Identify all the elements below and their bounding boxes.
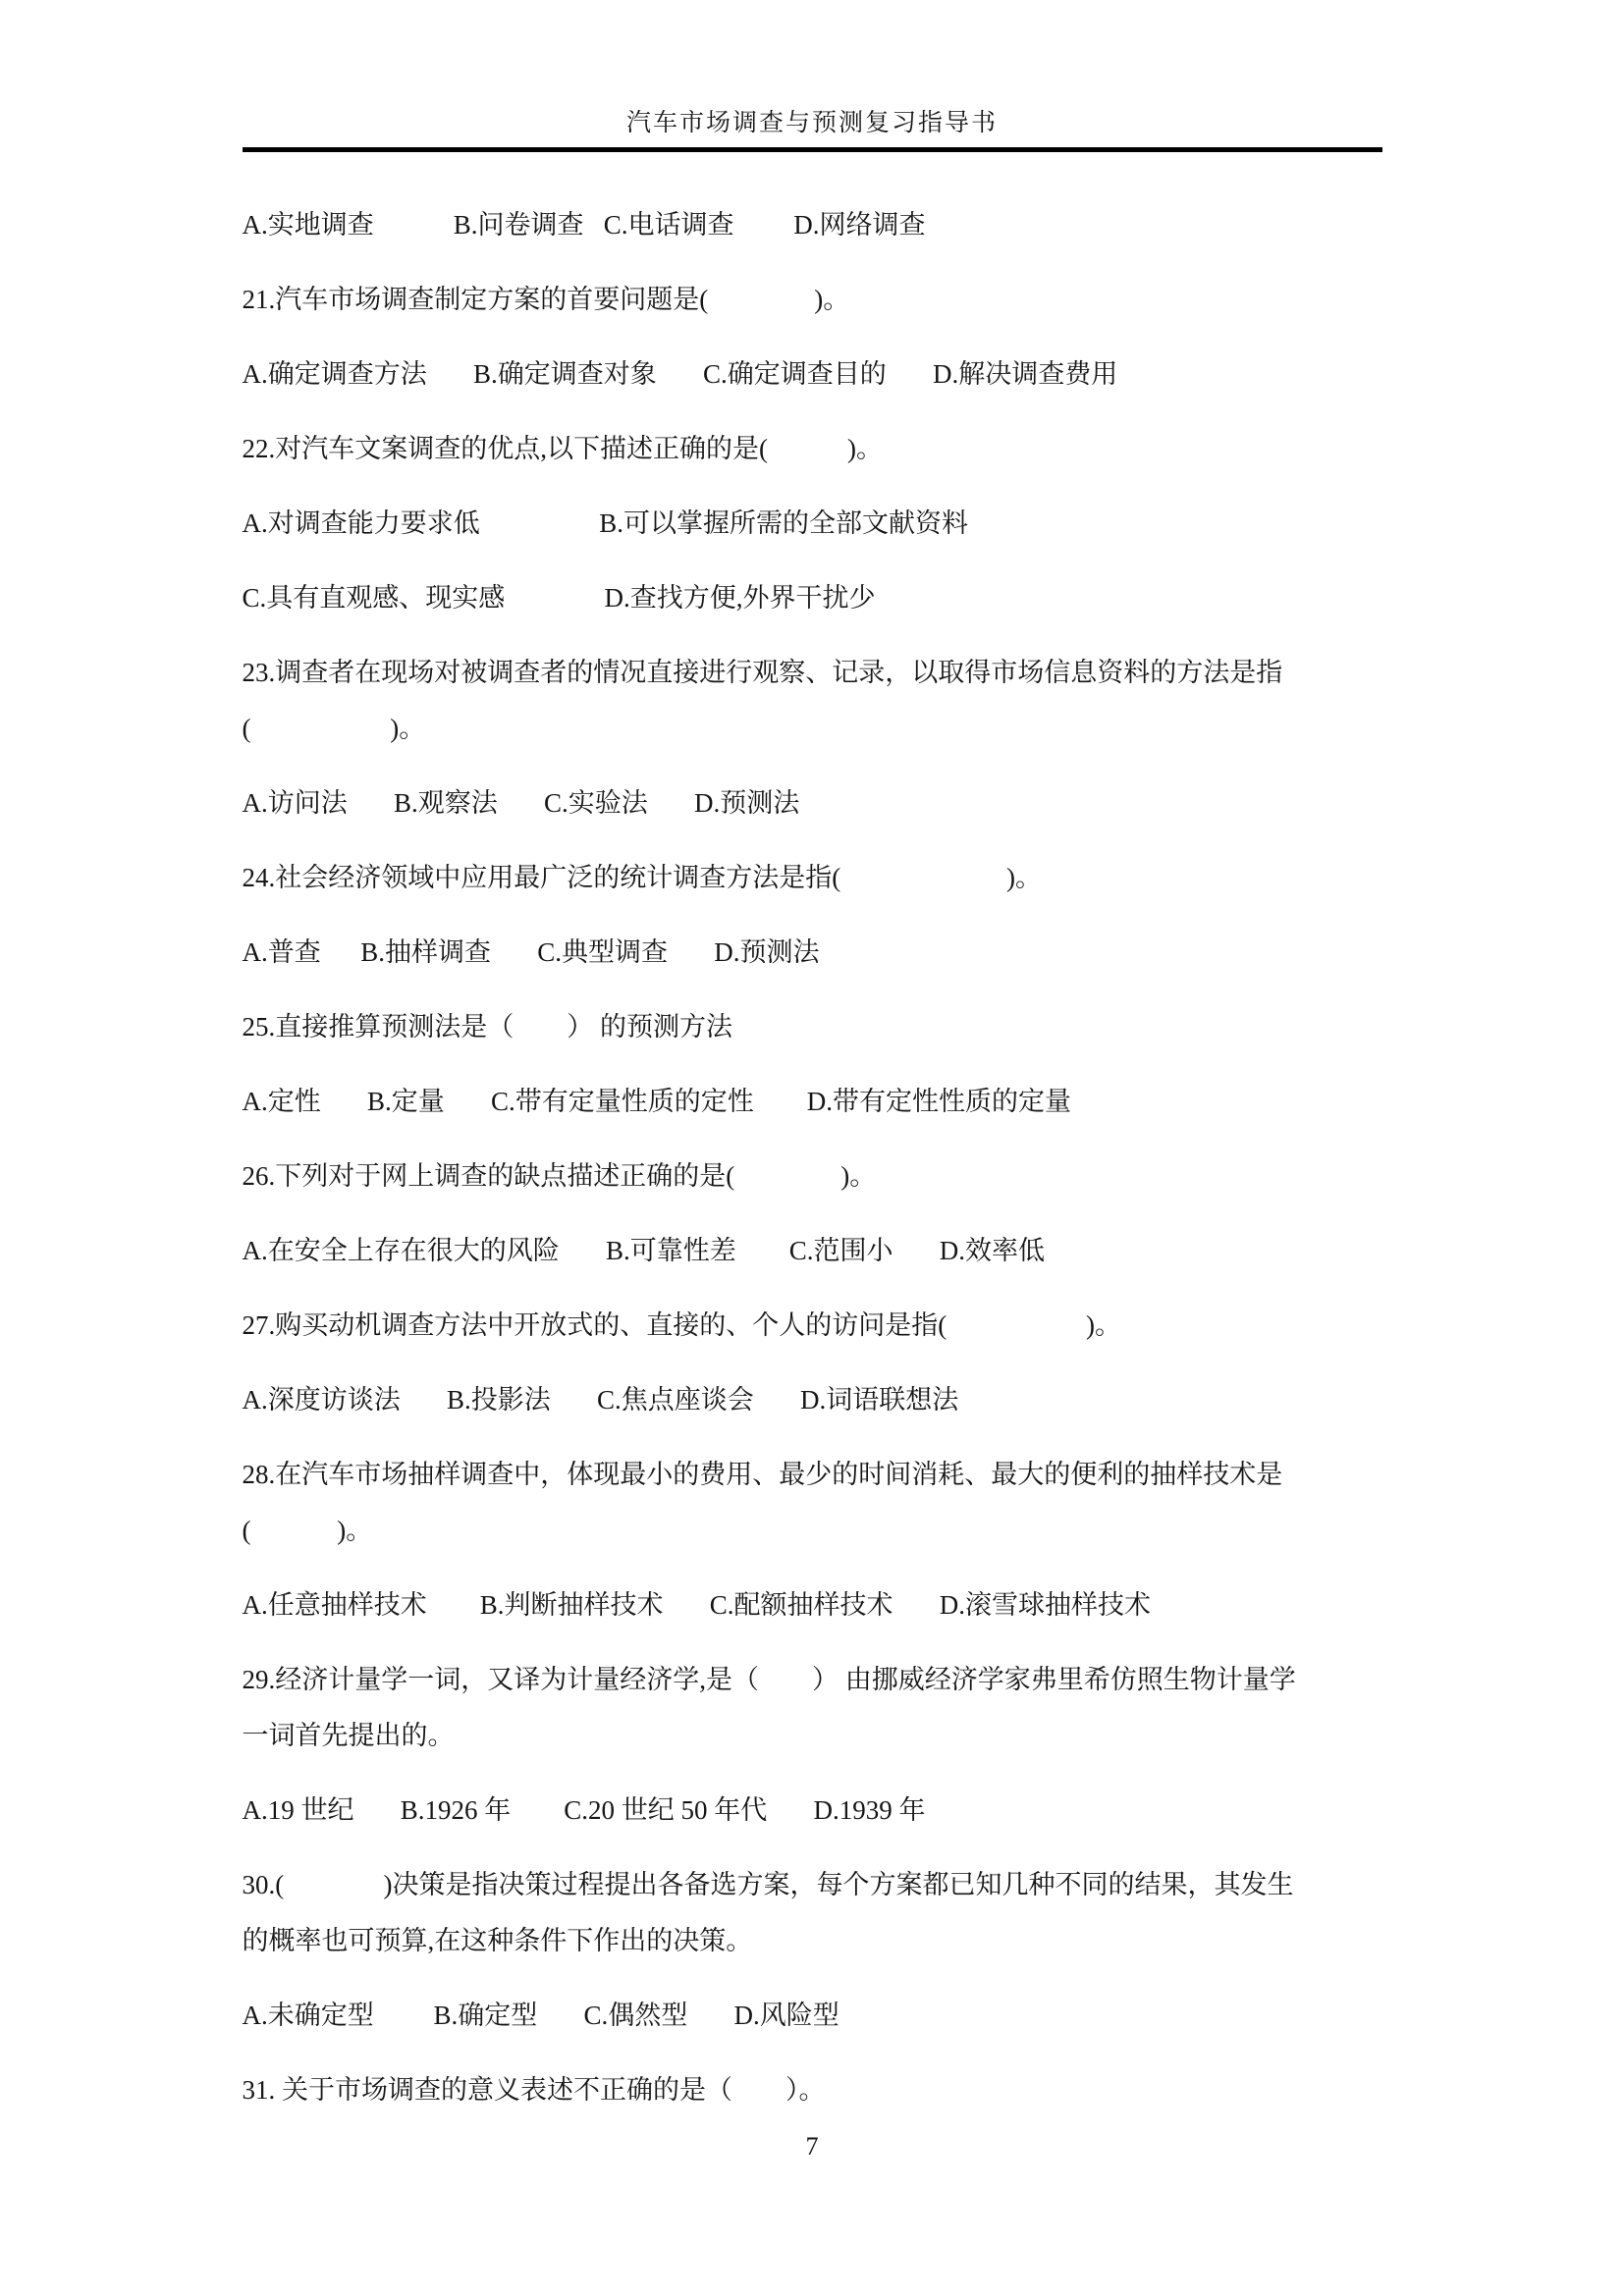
page-number: 7 [805,2132,819,2161]
q24-options-line: A.普查 B.抽样调查 C.典型调查 D.预测法 [242,937,820,967]
q27-stem: 27.购买动机调查方法中开放式的、直接的、个人的访问是指( )。 [242,1310,1121,1340]
q26-stem: 26.下列对于网上调查的缺点描述正确的是( )。 [242,1161,877,1191]
q22-options-line-1: A.对调查能力要求低 B.可以掌握所需的全部文献资料 [242,508,969,538]
page-title: 汽车市场调查与预测复习指导书 [625,110,998,136]
q22-options-line-2: C.具有直观感、现实感 D.查找方便,外界干扰少 [242,583,876,613]
header-rule [243,147,1382,152]
q23-stem-continuation: ( )。 [242,714,426,743]
q30-stem: 30.( )决策是指决策过程提出各备选方案，每个方案都已知几种不同的结果，其发生 [242,1870,1294,1899]
q29-stem-continuation: 一词首先提出的。 [242,1721,455,1750]
q29-options-line: A.19 世纪 B.1926 年 C.20 世纪 50 年代 D.1939 年 [242,1795,926,1825]
q25-stem: 25.直接推算预测法是（ ） 的预测方法 [242,1012,732,1041]
q28-stem: 28.在汽车市场抽样调查中，体现最小的费用、最少的时间消耗、最大的便利的抽样技术是 [242,1460,1283,1489]
q27-options-line: A.深度访谈法 B.投影法 C.焦点座谈会 D.词语联想法 [242,1385,959,1415]
q30-options-line: A.未确定型 B.确定型 C.偶然型 D.风险型 [242,2001,839,2030]
q22-stem: 22.对汽车文案调查的优点,以下描述正确的是( )。 [242,434,883,463]
q23-stem: 23.调查者在现场对被调查者的情况直接进行观察、记录，以取得市场信息资料的方法是指 [242,658,1283,687]
q21-options-line: A.确定调查方法 B.确定调查对象 C.确定调查目的 D.解决调查费用 [242,359,1118,389]
q25-options-line: A.定性 B.定量 C.带有定量性质的定性 D.带有定性性质的定量 [242,1087,1072,1116]
page-content [243,0,1382,2107]
q21-stem: 21.汽车市场调查制定方案的首要问题是( )。 [242,285,850,314]
page-header [243,0,1382,152]
q29-stem: 29.经济计量学一词，又译为计量经济学,是（ ） 由挪威经济学家弗里希仿照生物计量学 [242,1665,1296,1694]
question-list [243,208,1382,2107]
q20-options-line: A.实地调查 B.问卷调查 C.电话调查 D.网络调查 [242,210,926,240]
q26-options-line: A.在安全上存在很大的风险 B.可靠性差 C.范围小 D.效率低 [242,1236,1046,1265]
q24-stem: 24.社会经济领域中应用最广泛的统计调查方法是指( )。 [242,863,1042,892]
q28-stem-continuation: ( )。 [242,1516,373,1545]
page-footer [0,2130,1624,2163]
q30-stem-continuation: 的概率也可预算,在这种条件下作出的决策。 [242,1926,753,1955]
q23-options-line: A.访问法 B.观察法 C.实验法 D.预测法 [242,788,800,818]
q28-options-line: A.任意抽样技术 B.判断抽样技术 C.配额抽样技术 D.滚雪球抽样技术 [242,1590,1152,1620]
q31-stem: 31. 关于市场调查的意义表述不正确的是（ ）。 [242,2075,826,2105]
